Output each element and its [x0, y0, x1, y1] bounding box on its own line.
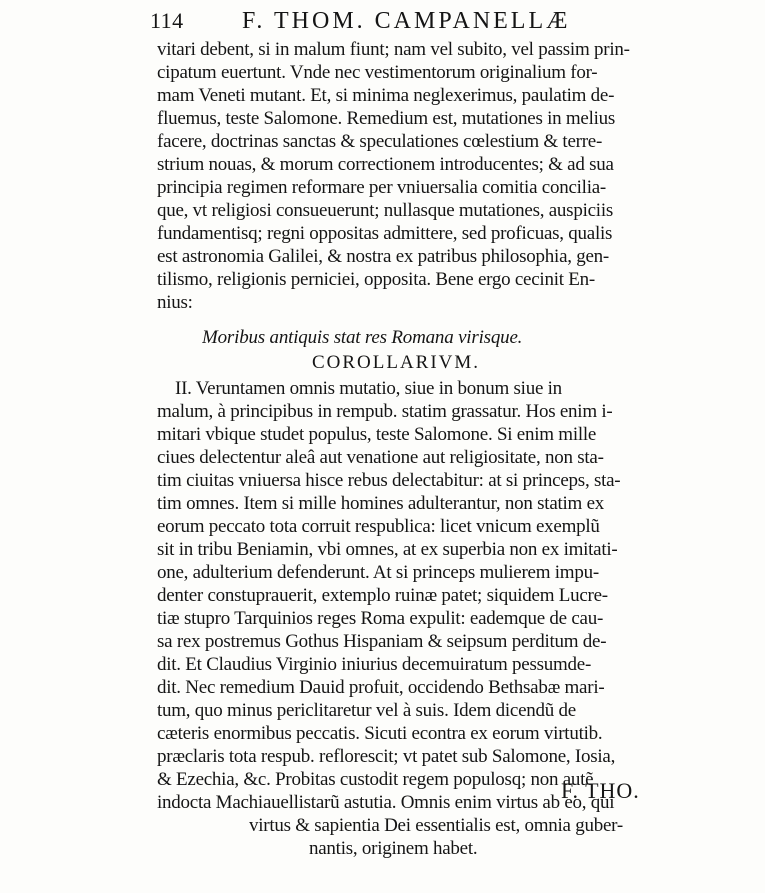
verse-spacer	[157, 314, 657, 326]
text-line: vitari debent, si in malum fiunt; nam vel subito, vel passim prin-	[157, 39, 630, 60]
corollary-line: sit in tribu Beniamin, vbi omnes, at ex superbia non ex imitati-	[157, 539, 618, 560]
corollary-line: one, adulterium defenderunt. At si princeps mulierem impu-	[157, 562, 599, 583]
text-line: fundamentisq; regni oppositas admittere, sed proficuas, qualis	[157, 223, 613, 244]
text-line: strium nouas, & morum correctionem introducentes; & ad sua	[157, 154, 614, 175]
corollary-line: ciues delectentur aleâ aut venatione aut religiositate, non sta-	[157, 447, 604, 468]
page-number: 114	[150, 8, 184, 33]
text-line: est astronomia Galilei, & nostra ex patribus philosophia, gen-	[157, 246, 610, 267]
corollary-line: denter constuprauerit, extemplo ruinæ patet; siquidem Lucre-	[157, 585, 608, 606]
corollary-line: dit. Nec remedium Dauid profuit, occidendo Bethsabæ mari-	[157, 677, 605, 698]
text-line: fluemus, teste Salomone. Remedium est, mutationes in melius	[157, 108, 616, 129]
corollary-line: malum, à principibus in rempub. statim grassatur. Hos enim i-	[157, 401, 613, 422]
running-title: F. THOM. CAMPANELLÆ	[242, 8, 571, 34]
corollary-line: cæteris enormibus peccatis. Sicuti econtra ex eorum virtutib.	[157, 723, 603, 744]
main-text-block	[157, 38, 657, 860]
corollary-heading: COROLLARIVM.	[311, 352, 481, 373]
text-line: tilismo, religionis perniciei, opposita. Bene ergo cecinit En-	[157, 269, 595, 290]
corollary-line: nantis, originem habet.	[309, 838, 478, 859]
corollary-line: eorum peccato tota corruit respublica: licet vnicum exemplũ	[157, 516, 600, 537]
corollary-line: tim omnes. Item si mille homines adulterantur, non statim ex	[157, 493, 605, 514]
corollary-line: tiæ stupro Tarquinios reges Roma expulit: eademque de cau-	[157, 608, 604, 629]
text-line: facere, doctrinas sanctas & speculationes cœlestium & terre-	[157, 131, 603, 152]
text-line: nius:	[157, 292, 193, 313]
corollary-line: tim ciuitas vniuersa hisce rebus delectabitur: at si princeps, sta-	[157, 470, 621, 491]
corollary-line: virtus & sapientia Dei essentialis est, omnia guber-	[249, 815, 623, 836]
corollary-line: sa rex postremus Gothus Hispaniam & seipsum perditum de-	[157, 631, 607, 652]
page-header	[150, 4, 570, 38]
corollary-line: tum, quo minus periclitaretur vel à suis. Idem dicendũ de	[157, 700, 576, 721]
corollary-line: mitari vbique studet populus, teste Salomone. Si enim mille	[157, 424, 597, 445]
corollary-line: indocta Machiauellistarũ astutia. Omnis enim virtus ab eo, qui	[157, 792, 615, 813]
corollary-line: dit. Et Claudius Virginio iniurius decemuiratum pessumde-	[157, 654, 592, 675]
text-line: cipatum euertunt. Vnde nec vestimentorum originalium for-	[157, 62, 598, 83]
text-line: principia regimen reformare per vniuersalia comitia concilia-	[157, 177, 606, 198]
corollary-line: præclaris tota respub. reflorescit; vt patet sub Salomone, Iosia,	[157, 746, 616, 767]
text-line: mam Veneti mutant. Et, si minima neglexerimus, paulatim de-	[157, 85, 615, 106]
text-line: que, vt religiosi consueuerunt; nullasque mutationes, auspiciis	[157, 200, 613, 221]
ennius-verse: Moribus antiquis stat res Romana virisque.	[202, 327, 523, 348]
corollary-line: & Ezechia, &c. Probitas custodit regem populosq; non autẽ	[157, 769, 594, 790]
corollary-line: II. Veruntamen omnis mutatio, siue in bonum siue in	[175, 378, 562, 399]
catchword: F. THO.	[561, 778, 640, 803]
